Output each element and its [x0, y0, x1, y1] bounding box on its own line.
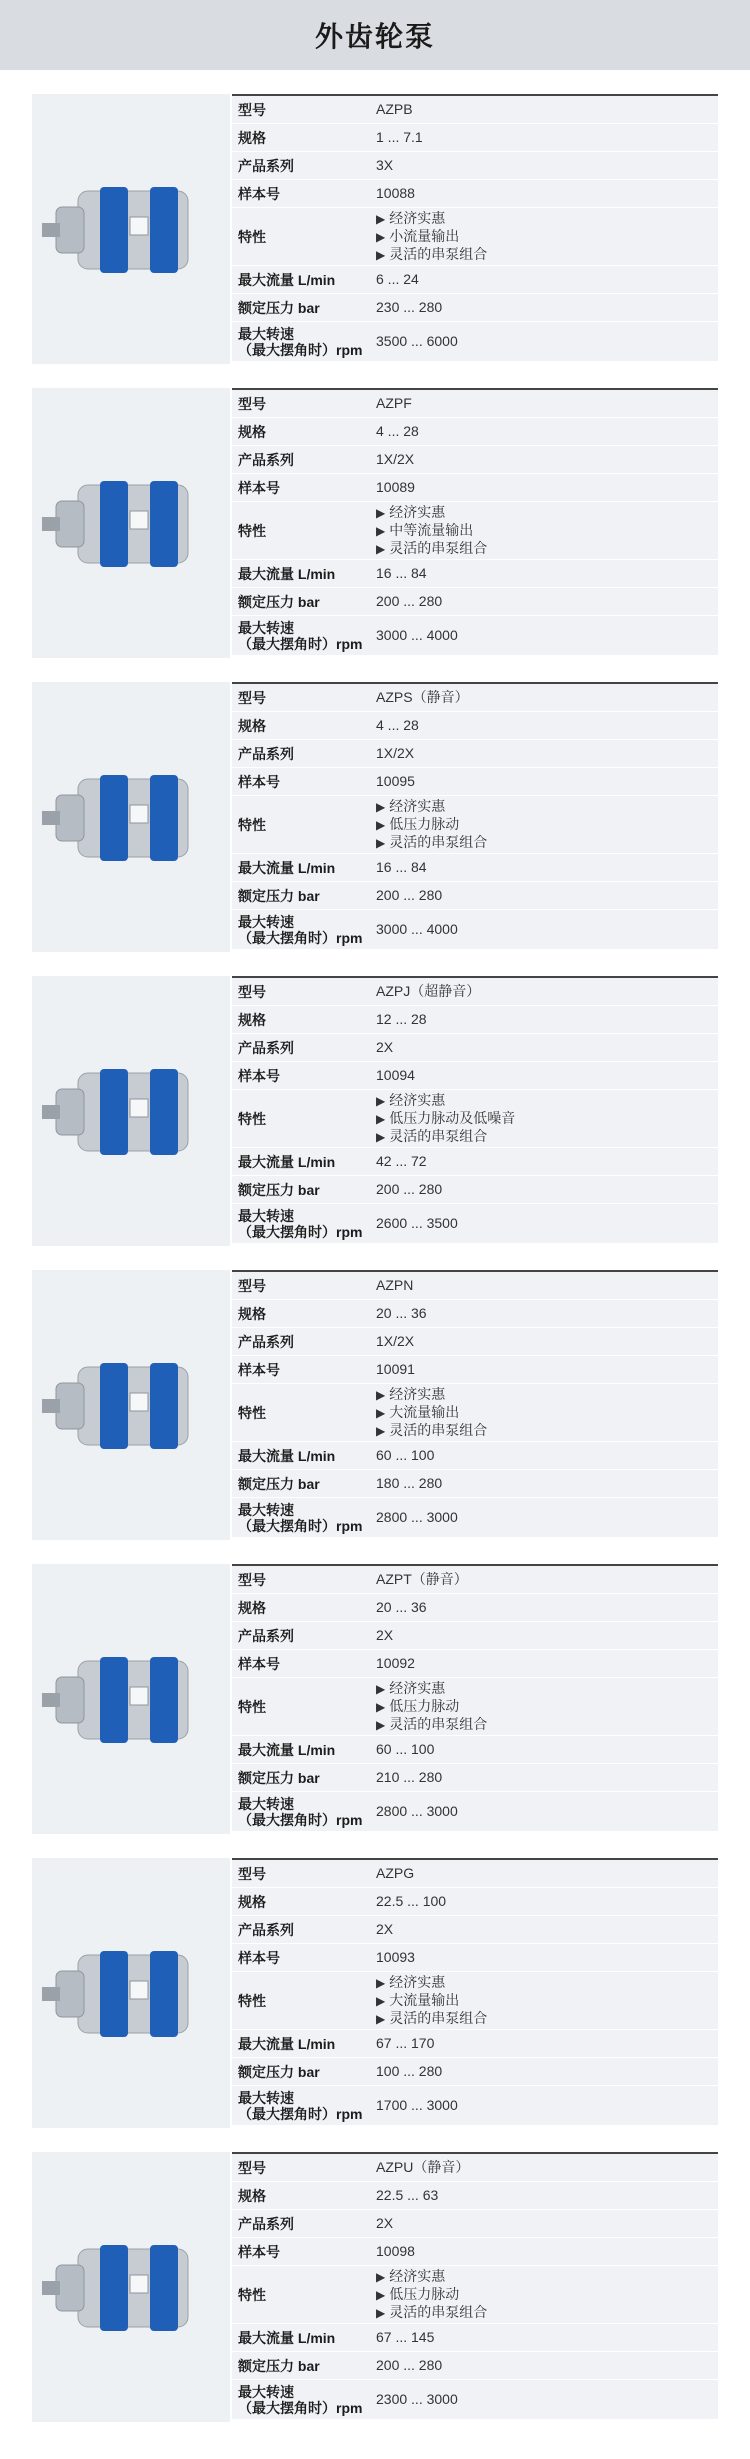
triangle-bullet-icon: ▶: [376, 247, 386, 262]
label-features: 特性: [238, 816, 266, 833]
label-pressure: 额定压力 bar: [238, 593, 320, 610]
label-size: 规格: [238, 423, 266, 440]
label-series: 产品系列: [238, 451, 294, 468]
row-flow: [232, 1148, 718, 1176]
value-series: 2X: [376, 1039, 394, 1055]
gear-pump-azpg-icon: [38, 1893, 224, 2093]
product-block-4: [0, 976, 750, 1246]
spec-table: [232, 1858, 718, 2130]
row-model: [232, 1272, 718, 1300]
row-speed: [232, 2086, 718, 2126]
value-series: 1X/2X: [376, 745, 415, 761]
label-catalog: 样本号: [238, 1655, 280, 1672]
value-catalog: 10088: [376, 185, 415, 201]
row-size: [232, 418, 718, 446]
feature-item: ▶ 大流量输出: [376, 1991, 460, 2008]
value-speed: 2800 ... 3000: [376, 1509, 458, 1525]
value-catalog: 10093: [376, 1949, 415, 1965]
value-flow: 60 ... 100: [376, 1447, 435, 1463]
row-features: [232, 1678, 718, 1736]
label-size: 规格: [238, 129, 266, 146]
row-features: [232, 796, 718, 854]
label-features: 特性: [238, 1110, 266, 1127]
feature-item: ▶ 灵活的串泵组合: [376, 1421, 488, 1438]
triangle-bullet-icon: ▶: [376, 1423, 386, 1438]
value-features: [372, 2268, 718, 2322]
label-speed: 最大转速 （最大摆角时）rpm: [238, 913, 363, 946]
row-flow: [232, 2030, 718, 2058]
row-catalog: [232, 1944, 718, 1972]
row-pressure: [232, 588, 718, 616]
label-features: 特性: [238, 1698, 266, 1715]
feature-item: ▶ 经济实惠: [376, 1973, 446, 1990]
triangle-bullet-icon: ▶: [376, 1681, 386, 1696]
spec-table: [232, 2152, 718, 2424]
feature-item: ▶ 灵活的串泵组合: [376, 539, 488, 556]
label-flow: 最大流量 L/min: [238, 1447, 336, 1464]
value-speed: 3500 ... 6000: [376, 333, 458, 349]
row-size: [232, 1888, 718, 1916]
row-size: [232, 1006, 718, 1034]
value-model: AZPN: [376, 1277, 414, 1293]
label-catalog: 样本号: [238, 1949, 280, 1966]
label-speed: 最大转速 （最大摆角时）rpm: [238, 2089, 363, 2122]
value-catalog: 10094: [376, 1067, 415, 1083]
value-model: AZPJ（超静音）: [376, 983, 481, 999]
label-speed: 最大转速 （最大摆角时）rpm: [238, 1207, 363, 1240]
value-catalog: 10089: [376, 479, 415, 495]
value-series: 2X: [376, 1921, 394, 1937]
feature-item: ▶ 灵活的串泵组合: [376, 2303, 488, 2320]
triangle-bullet-icon: ▶: [376, 817, 386, 832]
row-catalog: [232, 180, 718, 208]
label-flow: 最大流量 L/min: [238, 859, 336, 876]
feature-item: ▶ 经济实惠: [376, 1679, 446, 1696]
feature-item: ▶ 经济实惠: [376, 797, 446, 814]
feature-item: ▶ 低压力脉动: [376, 1697, 460, 1714]
product-image: [32, 1858, 230, 2128]
spec-table: [232, 1270, 718, 1542]
row-model: [232, 684, 718, 712]
product-block-8: [0, 2152, 750, 2422]
row-features: [232, 1090, 718, 1148]
triangle-bullet-icon: ▶: [376, 2269, 386, 2284]
row-speed: [232, 910, 718, 950]
label-catalog: 样本号: [238, 185, 280, 202]
gear-pump-azps-icon: [38, 717, 224, 917]
product-block-2: [0, 388, 750, 658]
row-flow: [232, 1736, 718, 1764]
value-flow: 16 ... 84: [376, 565, 427, 581]
row-series: [232, 1034, 718, 1062]
label-model: 型号: [238, 395, 266, 412]
triangle-bullet-icon: ▶: [376, 1993, 386, 2008]
label-flow: 最大流量 L/min: [238, 271, 336, 288]
label-catalog: 样本号: [238, 1361, 280, 1378]
product-image: [32, 94, 230, 364]
label-model: 型号: [238, 689, 266, 706]
label-catalog: 样本号: [238, 2243, 280, 2260]
feature-item: ▶ 经济实惠: [376, 2267, 446, 2284]
triangle-bullet-icon: ▶: [376, 523, 386, 538]
value-pressure: 200 ... 280: [376, 887, 443, 903]
value-size: 22.5 ... 100: [376, 1893, 447, 1909]
label-series: 产品系列: [238, 745, 294, 762]
value-series: 3X: [376, 157, 394, 173]
product-block-7: [0, 1858, 750, 2128]
feature-item: ▶ 灵活的串泵组合: [376, 833, 488, 850]
value-pressure: 180 ... 280: [376, 1475, 443, 1491]
label-size: 规格: [238, 1011, 266, 1028]
value-catalog: 10095: [376, 773, 415, 789]
triangle-bullet-icon: ▶: [376, 1093, 386, 1108]
label-speed: 最大转速 （最大摆角时）rpm: [238, 325, 363, 358]
row-size: [232, 124, 718, 152]
value-speed: 2800 ... 3000: [376, 1803, 458, 1819]
gear-pump-azpj-icon: [38, 1011, 224, 1211]
value-pressure: 200 ... 280: [376, 593, 443, 609]
value-pressure: 200 ... 280: [376, 1181, 443, 1197]
feature-item: ▶ 灵活的串泵组合: [376, 2009, 488, 2026]
label-size: 规格: [238, 1305, 266, 1322]
row-series: [232, 1916, 718, 1944]
row-features: [232, 1972, 718, 2030]
row-catalog: [232, 768, 718, 796]
spec-table: [232, 94, 718, 366]
value-series: 1X/2X: [376, 1333, 415, 1349]
value-flow: 67 ... 170: [376, 2035, 435, 2051]
label-flow: 最大流量 L/min: [238, 1153, 336, 1170]
row-speed: [232, 1204, 718, 1244]
feature-item: ▶ 经济实惠: [376, 1091, 446, 1108]
label-series: 产品系列: [238, 1333, 294, 1350]
triangle-bullet-icon: ▶: [376, 2305, 386, 2320]
label-speed: 最大转速 （最大摆角时）rpm: [238, 1501, 363, 1534]
row-series: [232, 740, 718, 768]
row-speed: [232, 1792, 718, 1832]
triangle-bullet-icon: ▶: [376, 1387, 386, 1402]
value-speed: 2300 ... 3000: [376, 2391, 458, 2407]
spec-table: [232, 1564, 718, 1836]
gear-pump-azpt-icon: [38, 1599, 224, 1799]
label-size: 规格: [238, 1893, 266, 1910]
label-size: 规格: [238, 2187, 266, 2204]
row-catalog: [232, 1356, 718, 1384]
label-model: 型号: [238, 983, 266, 1000]
row-model: [232, 1860, 718, 1888]
value-flow: 42 ... 72: [376, 1153, 427, 1169]
label-series: 产品系列: [238, 1921, 294, 1938]
product-image: [32, 1270, 230, 1540]
value-flow: 67 ... 145: [376, 2329, 435, 2345]
row-catalog: [232, 1062, 718, 1090]
label-features: 特性: [238, 2286, 266, 2303]
value-series: 2X: [376, 2215, 394, 2231]
value-flow: 16 ... 84: [376, 859, 427, 875]
value-series: 1X/2X: [376, 451, 415, 467]
spec-table: [232, 388, 718, 660]
value-speed: 3000 ... 4000: [376, 627, 458, 643]
triangle-bullet-icon: ▶: [376, 541, 386, 556]
triangle-bullet-icon: ▶: [376, 2011, 386, 2026]
label-model: 型号: [238, 1571, 266, 1588]
feature-item: ▶ 灵活的串泵组合: [376, 245, 488, 262]
row-pressure: [232, 2352, 718, 2380]
feature-item: ▶ 经济实惠: [376, 503, 446, 520]
row-model: [232, 978, 718, 1006]
label-series: 产品系列: [238, 1627, 294, 1644]
product-block-6: [0, 1564, 750, 1834]
triangle-bullet-icon: ▶: [376, 1975, 386, 1990]
row-speed: [232, 322, 718, 362]
value-model: AZPB: [376, 101, 413, 117]
value-features: [372, 1092, 718, 1146]
product-block-1: [0, 94, 750, 364]
spec-table: [232, 682, 718, 954]
feature-item: ▶ 低压力脉动及低噪音: [376, 1109, 516, 1126]
label-pressure: 额定压力 bar: [238, 887, 320, 904]
value-series: 2X: [376, 1627, 394, 1643]
value-flow: 6 ... 24: [376, 271, 419, 287]
row-speed: [232, 2380, 718, 2420]
row-speed: [232, 616, 718, 656]
value-features: [372, 504, 718, 558]
feature-item: ▶ 大流量输出: [376, 1403, 460, 1420]
gear-pump-azpn-icon: [38, 1305, 224, 1505]
label-flow: 最大流量 L/min: [238, 2035, 336, 2052]
label-pressure: 额定压力 bar: [238, 299, 320, 316]
triangle-bullet-icon: ▶: [376, 1129, 386, 1144]
triangle-bullet-icon: ▶: [376, 1699, 386, 1714]
value-size: 12 ... 28: [376, 1011, 427, 1027]
value-pressure: 200 ... 280: [376, 2357, 443, 2373]
label-series: 产品系列: [238, 157, 294, 174]
label-series: 产品系列: [238, 1039, 294, 1056]
value-size: 22.5 ... 63: [376, 2187, 439, 2203]
row-flow: [232, 1442, 718, 1470]
feature-item: ▶ 经济实惠: [376, 1385, 446, 1402]
triangle-bullet-icon: ▶: [376, 2287, 386, 2302]
gear-pump-azpb-icon: [38, 129, 224, 329]
product-image: [32, 388, 230, 658]
product-block-3: [0, 682, 750, 952]
value-pressure: 100 ... 280: [376, 2063, 443, 2079]
value-flow: 60 ... 100: [376, 1741, 435, 1757]
value-size: 4 ... 28: [376, 717, 419, 733]
row-pressure: [232, 2058, 718, 2086]
triangle-bullet-icon: ▶: [376, 1405, 386, 1420]
value-features: [372, 1974, 718, 2028]
page-title: 外齿轮泵: [314, 21, 435, 52]
triangle-bullet-icon: ▶: [376, 835, 386, 850]
value-model: AZPU（静音）: [376, 2159, 470, 2175]
label-pressure: 额定压力 bar: [238, 1181, 320, 1198]
gear-pump-azpu-icon: [38, 2187, 224, 2387]
row-size: [232, 1594, 718, 1622]
row-series: [232, 1328, 718, 1356]
triangle-bullet-icon: ▶: [376, 1717, 386, 1732]
row-pressure: [232, 1176, 718, 1204]
label-features: 特性: [238, 1992, 266, 2009]
feature-item: ▶ 灵活的串泵组合: [376, 1127, 488, 1144]
row-flow: [232, 2324, 718, 2352]
label-pressure: 额定压力 bar: [238, 1475, 320, 1492]
spec-table: [232, 976, 718, 1248]
value-speed: 3000 ... 4000: [376, 921, 458, 937]
value-features: [372, 1386, 718, 1440]
row-flow: [232, 854, 718, 882]
product-block-5: [0, 1270, 750, 1540]
label-model: 型号: [238, 101, 266, 118]
label-features: 特性: [238, 1404, 266, 1421]
feature-item: ▶ 小流量输出: [376, 227, 460, 244]
value-pressure: 210 ... 280: [376, 1769, 443, 1785]
label-pressure: 额定压力 bar: [238, 2357, 320, 2374]
row-model: [232, 390, 718, 418]
page-header: [0, 0, 750, 70]
row-pressure: [232, 294, 718, 322]
gear-pump-azpf-icon: [38, 423, 224, 623]
label-catalog: 样本号: [238, 773, 280, 790]
label-series: 产品系列: [238, 2215, 294, 2232]
label-pressure: 额定压力 bar: [238, 2063, 320, 2080]
row-catalog: [232, 1650, 718, 1678]
feature-item: ▶ 低压力脉动: [376, 2285, 460, 2302]
label-model: 型号: [238, 2159, 266, 2176]
row-series: [232, 1622, 718, 1650]
value-pressure: 230 ... 280: [376, 299, 443, 315]
row-pressure: [232, 1764, 718, 1792]
feature-item: ▶ 低压力脉动: [376, 815, 460, 832]
row-series: [232, 152, 718, 180]
feature-item: ▶ 中等流量输出: [376, 521, 474, 538]
label-model: 型号: [238, 1865, 266, 1882]
label-pressure: 额定压力 bar: [238, 1769, 320, 1786]
label-speed: 最大转速 （最大摆角时）rpm: [238, 2383, 363, 2416]
value-model: AZPF: [376, 395, 412, 411]
row-features: [232, 208, 718, 266]
label-features: 特性: [238, 228, 266, 245]
feature-item: ▶ 灵活的串泵组合: [376, 1715, 488, 1732]
value-catalog: 10092: [376, 1655, 415, 1671]
label-size: 规格: [238, 1599, 266, 1616]
value-features: [372, 1680, 718, 1734]
label-flow: 最大流量 L/min: [238, 565, 336, 582]
row-size: [232, 712, 718, 740]
row-features: [232, 502, 718, 560]
label-speed: 最大转速 （最大摆角时）rpm: [238, 619, 363, 652]
label-features: 特性: [238, 522, 266, 539]
row-series: [232, 2210, 718, 2238]
value-size: 20 ... 36: [376, 1599, 427, 1615]
triangle-bullet-icon: ▶: [376, 211, 386, 226]
triangle-bullet-icon: ▶: [376, 799, 386, 814]
triangle-bullet-icon: ▶: [376, 505, 386, 520]
value-size: 1 ... 7.1: [376, 129, 423, 145]
row-flow: [232, 560, 718, 588]
label-catalog: 样本号: [238, 1067, 280, 1084]
value-catalog: 10091: [376, 1361, 415, 1377]
value-model: AZPG: [376, 1865, 415, 1881]
product-image: [32, 1564, 230, 1834]
value-model: AZPT（静音）: [376, 1571, 468, 1587]
label-model: 型号: [238, 1277, 266, 1294]
label-flow: 最大流量 L/min: [238, 1741, 336, 1758]
value-size: 20 ... 36: [376, 1305, 427, 1321]
triangle-bullet-icon: ▶: [376, 229, 386, 244]
product-image: [32, 976, 230, 1246]
row-catalog: [232, 2238, 718, 2266]
feature-item: ▶ 经济实惠: [376, 209, 446, 226]
product-image: [32, 2152, 230, 2422]
label-speed: 最大转速 （最大摆角时）rpm: [238, 1795, 363, 1828]
value-speed: 1700 ... 3000: [376, 2097, 458, 2113]
row-model: [232, 2154, 718, 2182]
label-flow: 最大流量 L/min: [238, 2329, 336, 2346]
product-image: [32, 682, 230, 952]
row-model: [232, 96, 718, 124]
row-pressure: [232, 1470, 718, 1498]
value-model: AZPS（静音）: [376, 689, 469, 705]
value-features: [372, 210, 718, 264]
value-features: [372, 798, 718, 852]
row-pressure: [232, 882, 718, 910]
row-model: [232, 1566, 718, 1594]
value-size: 4 ... 28: [376, 423, 419, 439]
row-features: [232, 1384, 718, 1442]
row-size: [232, 2182, 718, 2210]
row-flow: [232, 266, 718, 294]
row-features: [232, 2266, 718, 2324]
value-speed: 2600 ... 3500: [376, 1215, 458, 1231]
triangle-bullet-icon: ▶: [376, 1111, 386, 1126]
row-catalog: [232, 474, 718, 502]
row-series: [232, 446, 718, 474]
row-size: [232, 1300, 718, 1328]
product-list: [0, 70, 750, 2422]
row-speed: [232, 1498, 718, 1538]
label-catalog: 样本号: [238, 479, 280, 496]
value-catalog: 10098: [376, 2243, 415, 2259]
label-size: 规格: [238, 717, 266, 734]
